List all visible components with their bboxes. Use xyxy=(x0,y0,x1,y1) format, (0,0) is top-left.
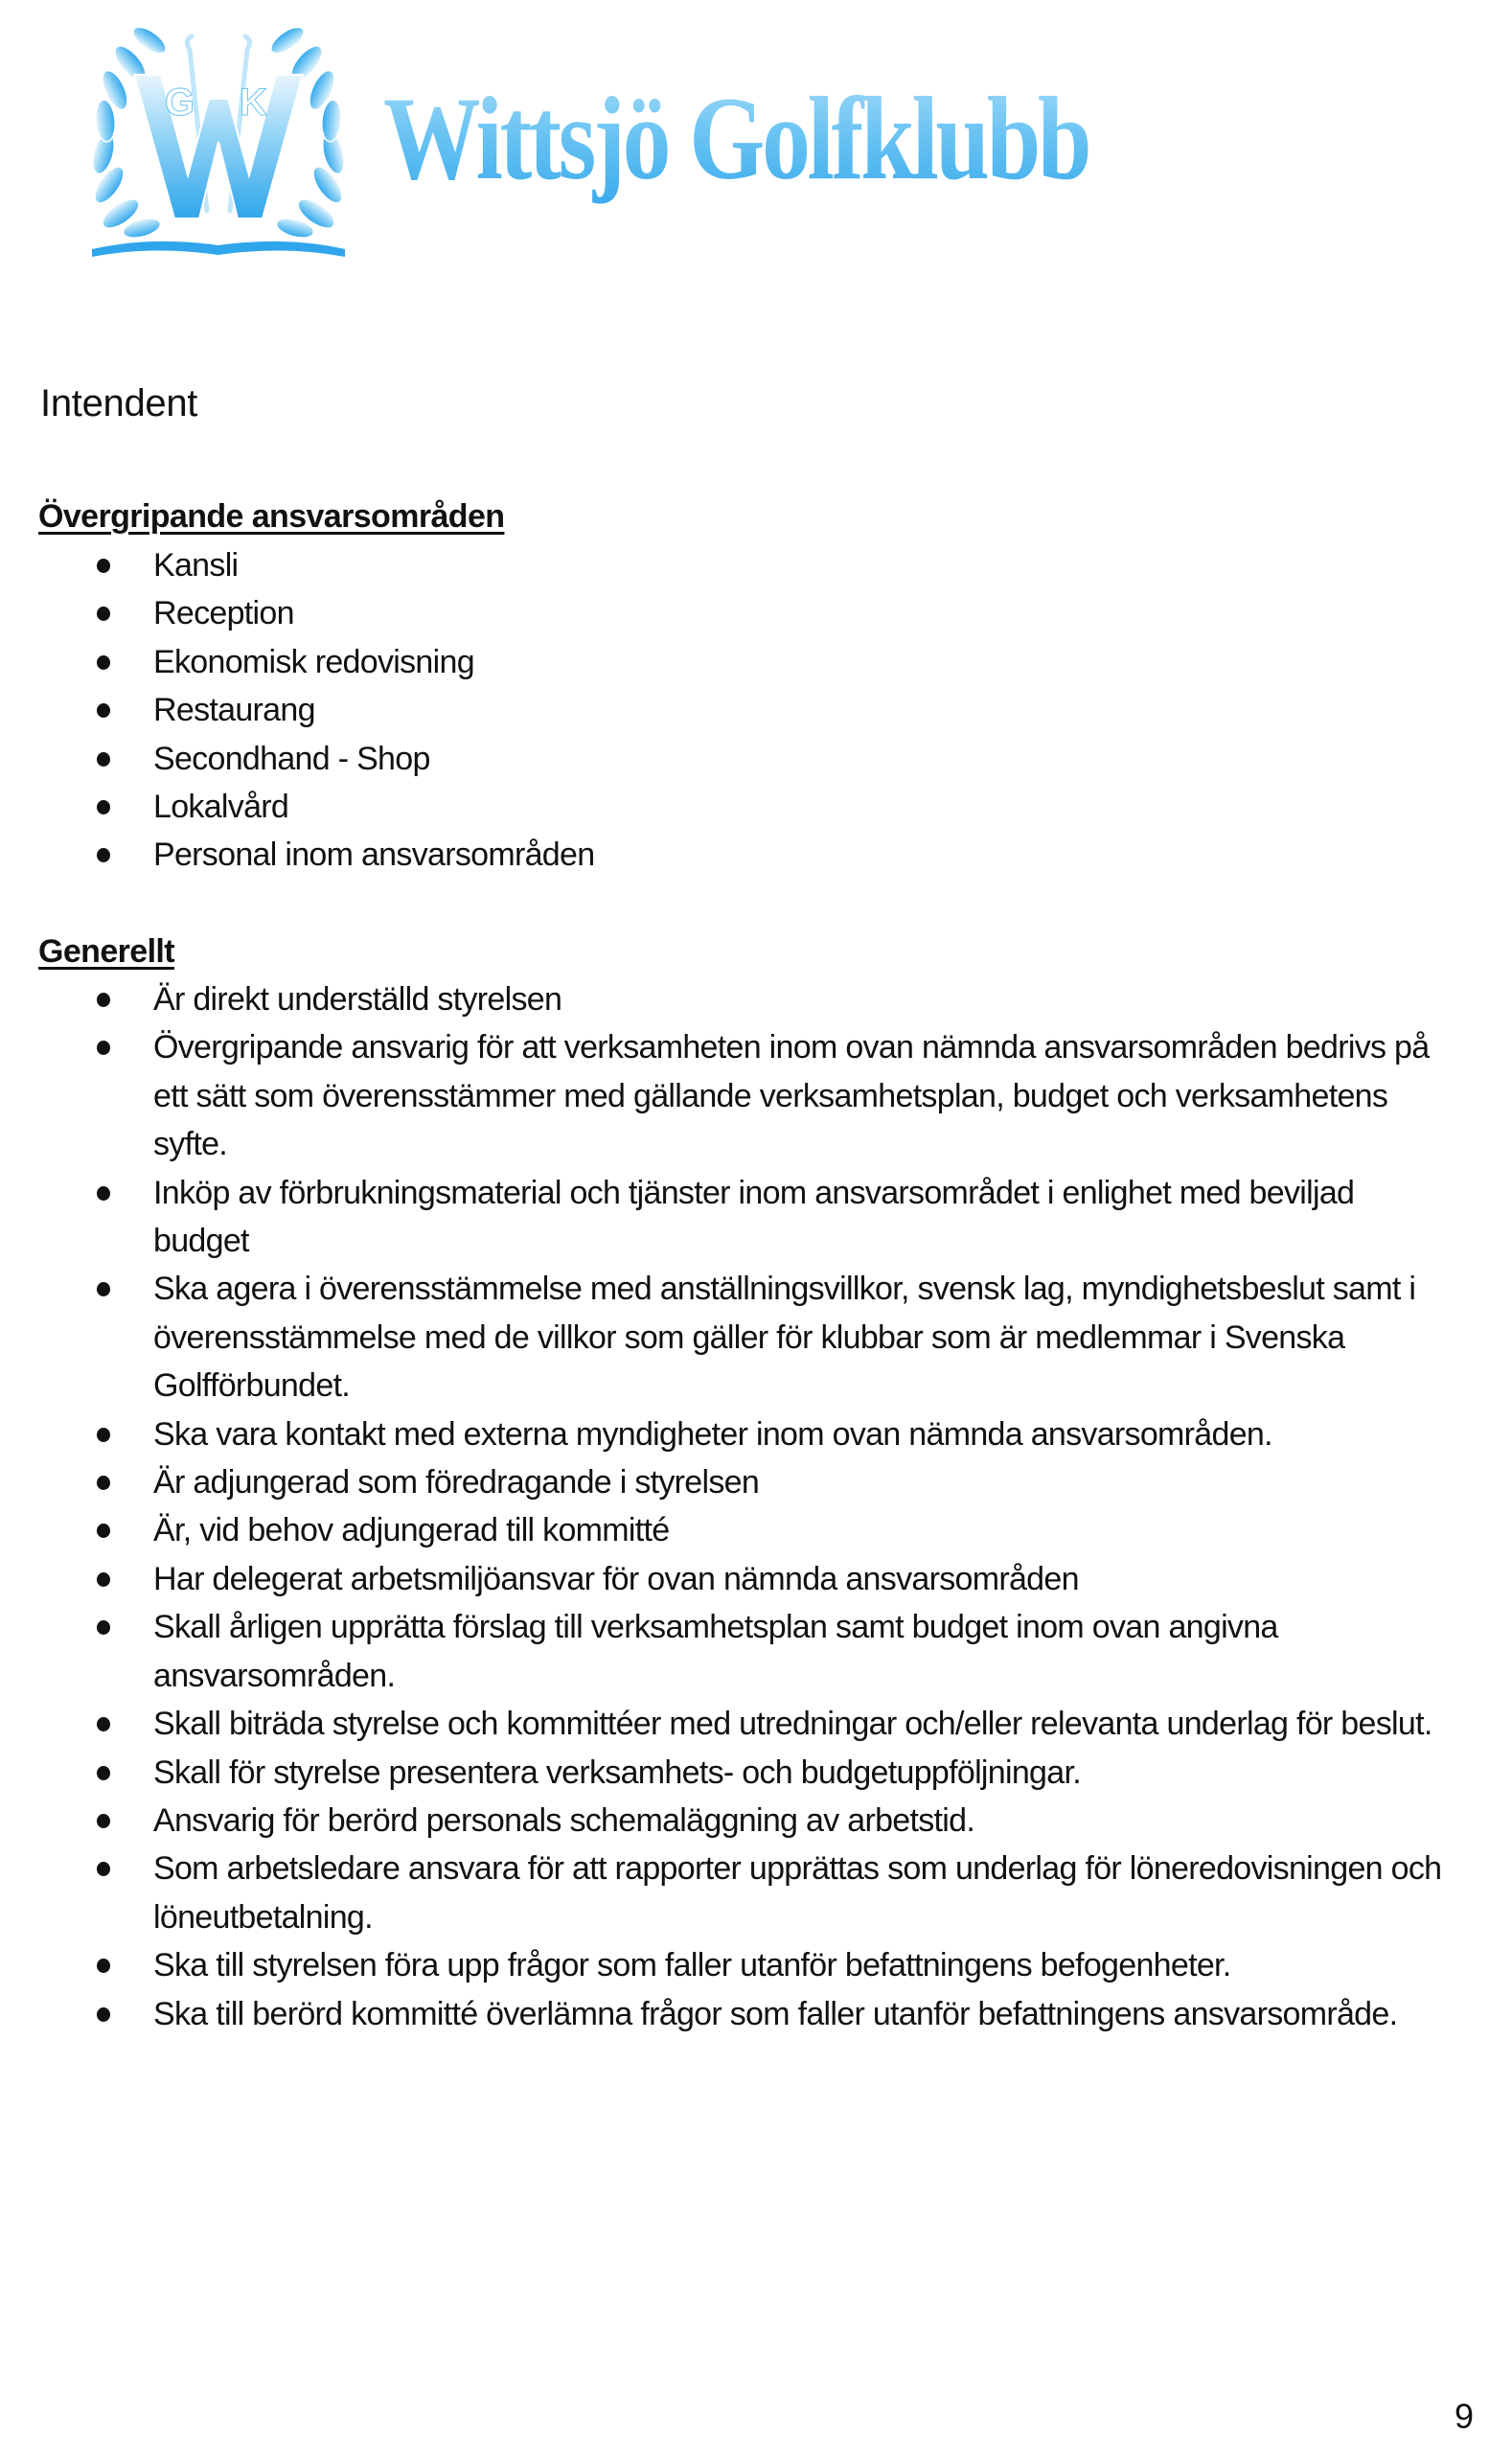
bullet-icon xyxy=(97,2007,110,2022)
bullet-icon xyxy=(97,1620,110,1635)
list-item xyxy=(0,1023,1476,1168)
logo-wordmark: Wittsjö Golfklubb xyxy=(383,67,1088,211)
bullet-icon xyxy=(97,993,110,1007)
list-item xyxy=(0,783,1476,831)
page-number: 9 xyxy=(1455,2396,1475,2436)
section-heading-generellt: Generellt xyxy=(38,933,174,970)
list-item xyxy=(0,1265,1476,1410)
list-item-text: Reception xyxy=(153,595,294,632)
bullet-icon xyxy=(97,848,110,862)
bullet-icon xyxy=(97,559,110,573)
list-item xyxy=(0,1555,1476,1603)
list-item xyxy=(0,1941,1476,1989)
list-item xyxy=(0,1845,1476,1941)
bullet-icon xyxy=(97,703,110,718)
list-item-text: Ansvarig för berörd personals schemaläggning av arbetstid. xyxy=(153,1801,975,1839)
bullet-icon xyxy=(97,655,110,670)
list-item xyxy=(0,975,1476,1023)
bullet-icon xyxy=(97,1814,110,1828)
list-item-text: Skall biträda styrelse och kommittéer med utredningar och/eller relevanta underlag för beslut. xyxy=(153,1706,1432,1743)
list-item xyxy=(0,541,1476,589)
list-item xyxy=(0,1410,1476,1458)
list-item-text: Ska agera i överensstämmelse med anställningsvillkor, svensk lag, myndighetsbeslut samt i överensstämmelse med de villkor som gäller för klubbar som är medlemmar i Svenska Golfförbundet. xyxy=(153,1271,1416,1405)
section-heading-overgripande: Övergripande ansvarsområden xyxy=(38,498,505,535)
list-item-text: Secondhand - Shop xyxy=(153,740,430,777)
list-item-text: Övergripande ansvarig för att verksamheten inom ovan nämnda ansvarsområden bedrivs på ett sätt som överensstämmer med gällande verksamhetsplan, budget och verksamhetens syfte. xyxy=(153,1029,1430,1163)
bullet-icon xyxy=(97,1959,110,1973)
svg-text:K: K xyxy=(240,81,267,124)
svg-text:G: G xyxy=(165,81,195,124)
general-duties-list xyxy=(0,975,1476,2038)
list-item-text: Är direkt underställd styrelsen xyxy=(153,981,562,1018)
list-item-text: Ska till berörd kommitté överlämna frågor som faller utanför befattningens ansvarsområde. xyxy=(153,1995,1398,2032)
bullet-icon xyxy=(97,1524,110,1538)
list-item-text: Är, vid behov adjungerad till kommitté xyxy=(153,1512,670,1549)
list-item-text: Är adjungerad som föredragande i styrelsen xyxy=(153,1464,760,1502)
list-item xyxy=(0,638,1476,686)
list-item-text: Skall årligen upprätta förslag till verksamhetsplan samt budget inom ovan angivna ansvarsområden. xyxy=(153,1609,1278,1694)
list-item-text: Har delegerat arbetsmiljöansvar för ovan nämnda ansvarsområden xyxy=(153,1560,1079,1597)
list-item xyxy=(0,1506,1476,1554)
list-item xyxy=(0,1169,1476,1266)
list-item xyxy=(0,589,1476,637)
bullet-icon xyxy=(97,607,110,621)
list-item-text: Ska vara kontakt med externa myndigheter inom ovan nämnda ansvarsområden. xyxy=(153,1415,1272,1453)
list-item-text: Ekonomisk redovisning xyxy=(153,643,474,680)
bullet-icon xyxy=(97,1282,110,1296)
wreath-emblem-icon xyxy=(84,8,353,262)
list-item-text: Ska till styrelsen föra upp frågor som faller utanför befattningens befogenheter. xyxy=(153,1947,1231,1984)
bullet-icon xyxy=(97,800,110,814)
list-item-text: Restaurang xyxy=(153,692,315,729)
bullet-icon xyxy=(97,1572,110,1587)
bullet-icon xyxy=(97,752,110,767)
list-item xyxy=(0,1797,1476,1845)
bullet-icon xyxy=(97,1717,110,1731)
list-item xyxy=(0,735,1476,783)
club-logo xyxy=(84,8,1119,266)
list-item xyxy=(0,831,1476,879)
bullet-icon xyxy=(97,1041,110,1055)
responsibility-areas-list xyxy=(0,541,1476,880)
list-item-text: Kansli xyxy=(153,547,239,584)
list-item-text: Inköp av förbrukningsmaterial och tjänster inom ansvarsområdet i enlighet med beviljad budget xyxy=(153,1174,1355,1260)
bullet-icon xyxy=(97,1862,110,1876)
list-item xyxy=(0,1603,1476,1700)
list-item-text: Lokalvård xyxy=(153,789,289,826)
list-item-text: Skall för styrelse presentera verksamhets- och budgetuppföljningar. xyxy=(153,1754,1081,1791)
list-item-text: Som arbetsledare ansvara för att rapporter upprättas som underlag för löneredovisningen och löneutbetalning. xyxy=(153,1850,1442,1936)
bullet-icon xyxy=(97,1766,110,1780)
list-item xyxy=(0,1990,1476,2038)
bullet-icon xyxy=(97,1428,110,1442)
list-item-text: Personal inom ansvarsområden xyxy=(153,837,595,874)
list-item xyxy=(0,686,1476,734)
list-item xyxy=(0,1458,1476,1506)
list-item xyxy=(0,1700,1476,1748)
document-title: Intendent xyxy=(40,382,198,424)
bullet-icon xyxy=(97,1476,110,1490)
bullet-icon xyxy=(97,1186,110,1201)
list-item xyxy=(0,1749,1476,1797)
